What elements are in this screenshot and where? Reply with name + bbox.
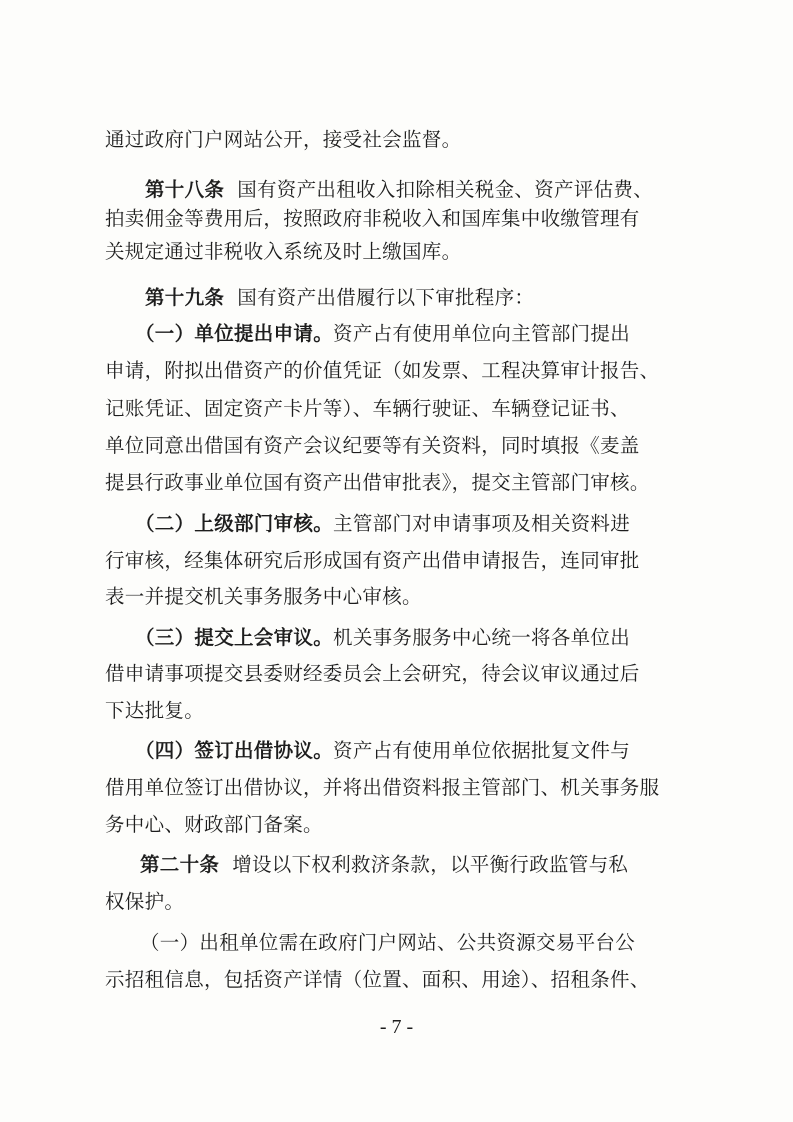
clause-1-line: （一）出租单位需在政府门户网站、公共资源交易平台公: [140, 931, 636, 954]
article-label: 第十八条: [145, 178, 225, 201]
article-label: 第二十条: [140, 853, 220, 876]
text-line: 表一并提交机关事务服务中心审核。: [105, 585, 422, 608]
step-3-heading-line: （三）提交上会审议。机关事务服务中心统一将各单位出: [135, 626, 631, 649]
text-line: 拍卖佣金等费用后，按照政府非税收入和国库集中收缴管理有: [105, 207, 640, 230]
article-18-heading-line: 第十八条 国有资产出租收入扣除相关税金、资产评估费、: [145, 178, 654, 201]
text-line: 权保护。: [105, 890, 185, 913]
text-line: 务中心、财政部门备案。: [105, 813, 323, 836]
text-line: 借申请事项提交县委财经委员会上会研究，待会议审议通过后: [105, 662, 640, 685]
text-line: 下达批复。: [105, 699, 205, 722]
step-label: （三）提交上会审议。: [135, 626, 334, 649]
article-label: 第十九条: [145, 286, 225, 309]
article-19-heading-line: 第十九条 国有资产出借履行以下审批程序：: [145, 286, 535, 309]
step-label: （一）单位提出申请。: [135, 322, 334, 345]
step-2-heading-line: （二）上级部门审核。主管部门对申请事项及相关资料进: [135, 512, 631, 535]
text-line: 提县行政事业单位国有资产出借审批表》，提交主管部门审核。: [105, 471, 650, 494]
text-line: 行审核，经集体研究后形成国有资产出借申请报告，连同审批: [105, 549, 640, 572]
step-4-heading-line: （四）签订出借协议。资产占有使用单位依据批复文件与: [135, 739, 631, 762]
text-line: 通过政府门户网站公开，接受社会监督。: [105, 128, 462, 151]
step-label: （四）签订出借协议。: [135, 739, 334, 762]
text-line: 借用单位签订出借协议，并将出借资料报主管部门、机关事务服: [105, 776, 660, 799]
text-line: 记账凭证、固定资产卡片等）、车辆行驶证、车辆登记证书、: [105, 397, 630, 420]
text-line: 申请，附拟出借资产的价值凭证（如发票、工程决算审计报告、: [105, 359, 660, 382]
text-line: 单位同意出借国有资产会议纪要等有关资料，同时填报《麦盖: [105, 434, 640, 457]
step-label: （二）上级部门审核。: [135, 512, 334, 535]
article-20-heading-line: 第二十条 增设以下权利救济条款，以平衡行政监管与私: [140, 853, 629, 876]
text-line: 关规定通过非税收入系统及时上缴国库。: [105, 240, 462, 263]
step-1-heading-line: （一）单位提出申请。资产占有使用单位向主管部门提出: [135, 322, 631, 345]
page-number: - 7 -: [379, 1016, 414, 1038]
text-line: 示招租信息，包括资产详情（位置、面积、用途）、招租条件、: [105, 968, 650, 991]
